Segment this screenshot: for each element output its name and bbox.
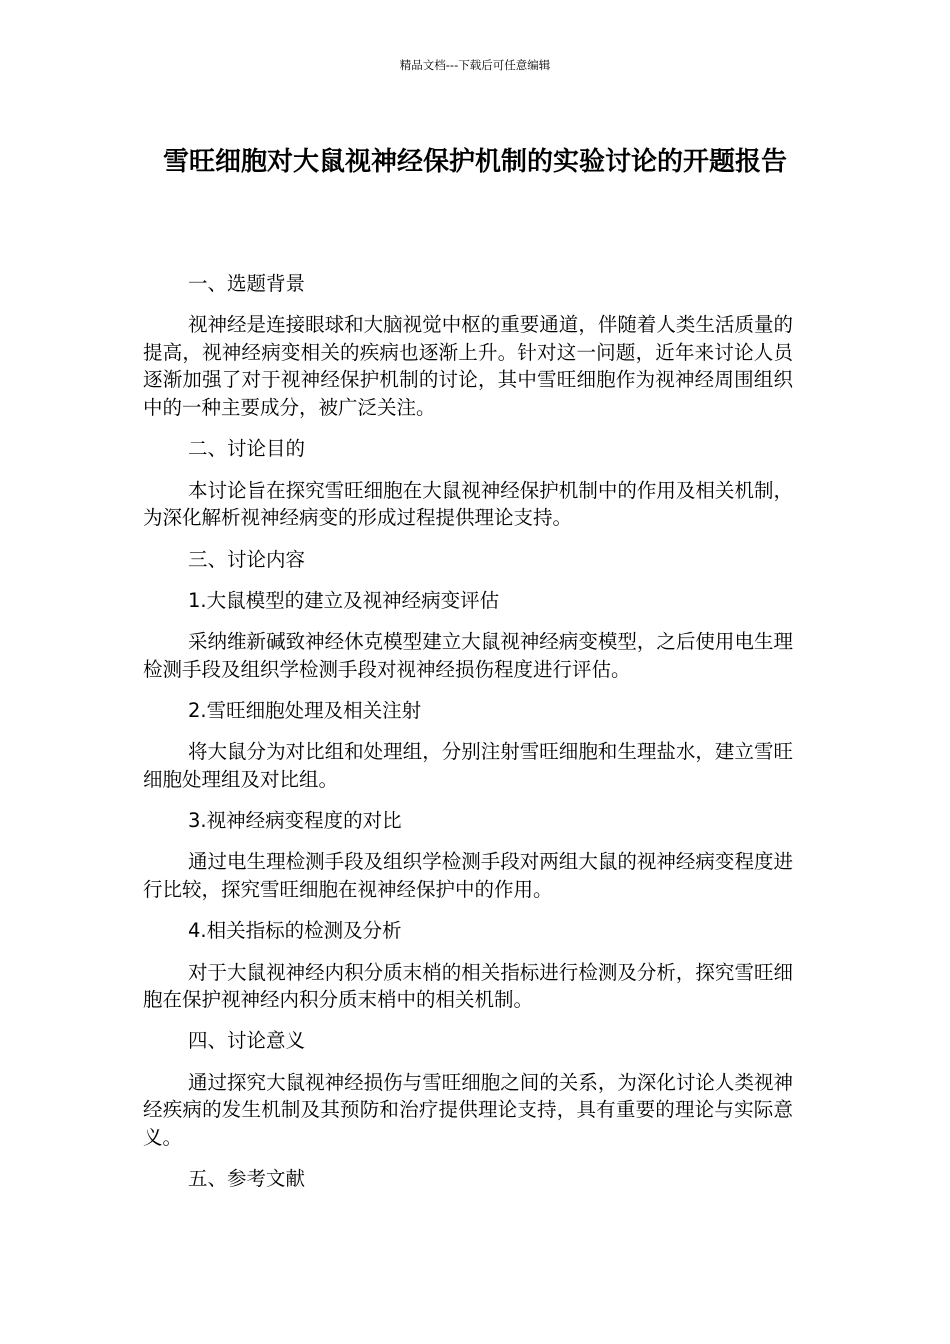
section-heading-content: 三、讨论内容 — [188, 547, 306, 571]
section-heading-references: 五、参考文献 — [188, 1167, 306, 1191]
paragraph-model: 采纳维新碱致神经休克模型建立大鼠视神经病变模型，之后使用电生理检测手段及组织学检测手段对视神经损伤程度进行评估。 — [143, 630, 793, 681]
section-heading-purpose: 二、讨论目的 — [188, 437, 306, 461]
subsection-heading-treatment: 2.雪旺细胞处理及相关注射 — [188, 698, 422, 722]
section-heading-background: 一、选题背景 — [188, 272, 306, 295]
paragraph-treatment: 将大鼠分为对比组和处理组，分别注射雪旺细胞和生理盐水，建立雪旺细胞处理组及对比组。 — [143, 740, 793, 791]
paragraph-significance: 通过探究大鼠视神经损伤与雪旺细胞之间的关系，为深化讨论人类视神经疾病的发生机制及其预防和治疗提供理论支持，具有重要的理论与实际意义。 — [143, 1070, 793, 1149]
subsection-heading-indicators: 4.相关指标的检测及分析 — [188, 919, 402, 943]
paragraph-comparison: 通过电生理检测手段及组织学检测手段对两组大鼠的视神经病变程度进行比较，探究雪旺细胞在视神经保护中的作用。 — [143, 850, 793, 901]
subsection-heading-model: 1.大鼠模型的建立及视神经病变评估 — [188, 588, 500, 612]
document-title: 雪旺细胞对大鼠视神经保护机制的实验讨论的开题报告 — [162, 147, 787, 177]
document-body — [143, 270, 793, 1206]
subsection-heading-comparison: 3.视神经病变程度的对比 — [188, 809, 402, 833]
paragraph-indicators: 对于大鼠视神经内积分质末梢的相关指标进行检测及分析，探究雪旺细胞在保护视神经内积分质末梢中的相关机制。 — [143, 960, 793, 1012]
header-note: 精品文档---下载后可任意编辑 — [399, 58, 551, 72]
paragraph-purpose: 本讨论旨在探究雪旺细胞在大鼠视神经保护机制中的作用及相关机制，为深化解析视神经病变的形成过程提供理论支持。 — [143, 478, 793, 530]
section-heading-significance: 四、讨论意义 — [188, 1029, 306, 1053]
paragraph-background: 视神经是连接眼球和大脑视觉中枢的重要通道，伴随着人类生活质量的提高，视神经病变相关的疾病也逐渐上升。针对这一问题，近年来讨论人员逐渐加强了对于视神经保护机制的讨论，其中雪旺细胞作为视神经周围组织中的一种主要成分，被广泛关注。 — [143, 313, 793, 420]
